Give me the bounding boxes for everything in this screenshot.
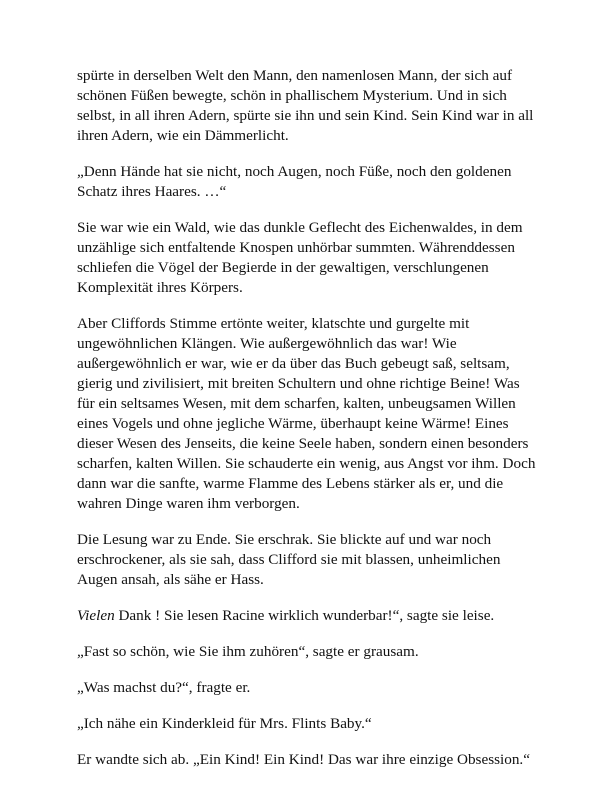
text-line: Augen ansah, als sähe er Hass.	[77, 571, 264, 588]
dialogue-line-1	[77, 606, 537, 626]
text-line: scharfen, kalten Willen. Sie schauderte ein wenig, aus Angst vor ihm. Doch	[77, 455, 536, 472]
text-line: „Denn Hände hat sie nicht, noch Augen, noch Füße, noch den goldenen	[77, 163, 512, 180]
dialogue-text: Dank ! Sie lesen Racine wirklich wunderbar!“, sagte sie leise.	[114, 607, 495, 624]
text-line: gierig und zivilisiert, mit breiten Schultern und ohne richtige Beine! Was	[77, 375, 520, 392]
text-line: dieser Wesen des Jenseits, die keine Seele haben, sondern einen besonders	[77, 435, 529, 452]
paragraph-5	[77, 530, 537, 590]
text-line: Aber Cliffords Stimme ertönte weiter, klatschte und gurgelte mit	[77, 315, 470, 332]
text-line: Er wandte sich ab. „Ein Kind! Ein Kind! Das war ihre einzige Obsession.“	[77, 751, 530, 768]
dialogue-line-3	[77, 678, 537, 698]
document-page	[77, 66, 537, 786]
text-line: außergewöhnlich er war, wie er da über das Buch gebeugt saß, seltsam,	[77, 355, 510, 372]
text-line: für ein seltsames Wesen, mit dem scharfen, kalten, unbeugsamen Willen	[77, 395, 516, 412]
text-line: „Ich nähe ein Kinderkleid für Mrs. Flints Baby.“	[77, 715, 372, 732]
text-line: eines Vogels und ohne jegliche Wärme, überhaupt keine Wärme! Eines	[77, 415, 509, 432]
text-line: schliefen die Vögel der Begierde in der gewaltigen, verschlungenen	[77, 259, 489, 276]
dialogue-line-5	[77, 750, 537, 770]
dialogue-line-4	[77, 714, 537, 734]
text-line: Schatz ihres Haares. …“	[77, 183, 227, 200]
paragraph-4	[77, 314, 537, 514]
text-line: wahren Dinge waren ihm verborgen.	[77, 495, 300, 512]
text-line: selbst, in all ihren Adern, spürte sie ihn und sein Kind. Sein Kind war in all	[77, 107, 534, 124]
paragraph-1	[77, 66, 537, 146]
paragraph-3	[77, 218, 537, 298]
text-line: Komplexität ihres Körpers.	[77, 279, 243, 296]
text-line: „Fast so schön, wie Sie ihm zuhören“, sagte er grausam.	[77, 643, 419, 660]
text-line: ungewöhnlichen Klängen. Wie außergewöhnlich das war! Wie	[77, 335, 457, 352]
text-line: Sie war wie ein Wald, wie das dunkle Geflecht des Eichenwaldes, in dem	[77, 219, 523, 236]
dialogue-line-2	[77, 642, 537, 662]
text-line: erschrockener, als sie sah, dass Clifford sie mit blassen, unheimlichen	[77, 551, 501, 568]
text-line: „Was machst du?“, fragte er.	[77, 679, 251, 696]
text-line: ihren Adern, wie ein Dämmerlicht.	[77, 127, 289, 144]
text-line	[77, 606, 537, 626]
text-line: Die Lesung war zu Ende. Sie erschrak. Sie blickte auf und war noch	[77, 531, 492, 548]
text-line: unzählige sich entfaltende Knospen unhörbar summten. Währenddessen	[77, 239, 515, 256]
paragraph-2-quote	[77, 162, 537, 202]
text-line: spürte in derselben Welt den Mann, den namenlosen Mann, der sich auf	[77, 67, 513, 84]
text-line: schönen Füßen bewegte, schön in phallischem Mysterium. Und in sich	[77, 87, 507, 104]
italic-word: Vielen	[77, 607, 115, 624]
text-line: dann war die sanfte, warme Flamme des Lebens stärker als er, und die	[77, 475, 504, 492]
